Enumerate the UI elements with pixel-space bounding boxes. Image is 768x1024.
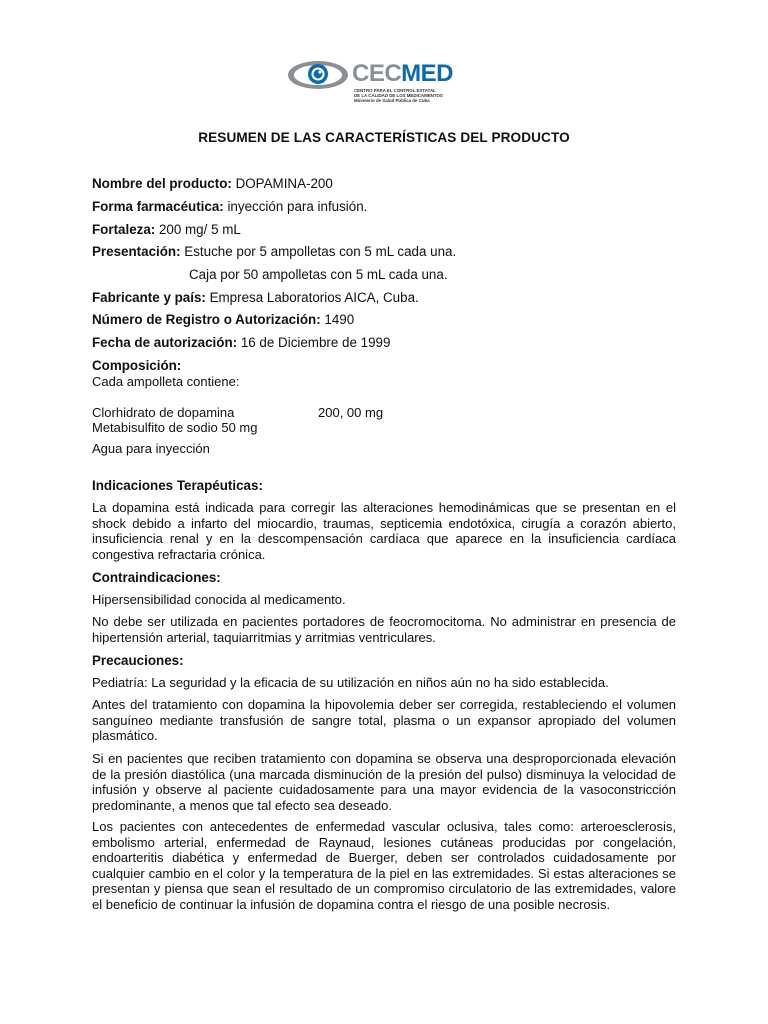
precautions-p2: Antes del tratamiento con dopamina la hipovolemia deber ser corregida, restableciendo el volumen sanguíneo mediante transfusión de sangre total, plasma o un expansor apropiado del volumen plasmático. bbox=[92, 697, 676, 743]
precautions-p3: Si en pacientes que reciben tratamiento con dopamina se observa una desproporcionada elevación de la presión diastólica (una marcada disminución de la presión del pulso) disminuya la velocidad de infusión y observe al paciente cuidadosamente para una mayor evidencia de la vasoconstricción predominante, a menos que tal efecto sea deseado. bbox=[92, 751, 676, 813]
composition-item-1-name: Clorhidrato de dopamina bbox=[92, 405, 235, 420]
composition-item-2: Metabisulfito de sodio 50 mg bbox=[92, 420, 258, 435]
logo-subtitle: CENTRO PARA EL CONTROL ESTATAL DE LA CALIDAD DE LOS MEDICAMENTOS Ministerio de Salud Pública de Cuba bbox=[354, 88, 443, 103]
page-title: RESUMEN DE LAS CARACTERÍSTICAS DEL PRODUCTO bbox=[198, 130, 570, 145]
logo-wordmark: CECMED bbox=[352, 60, 454, 87]
cecmed-logo bbox=[286, 58, 454, 104]
field-product-name: Nombre del producto: DOPAMINA-200 bbox=[92, 176, 333, 191]
composition-heading: Composición: bbox=[92, 358, 182, 373]
eye-logo-icon bbox=[286, 58, 350, 92]
contraindications-p2: No debe ser utilizada en pacientes portadores de feocromocitoma. No administrar en presencia de hipertensión arterial, taquiarritmias y arritmias ventriculares. bbox=[92, 614, 676, 645]
precautions-p1: Pediatría: La seguridad y la eficacia de su utilización en niños aún no ha sido establecida. bbox=[92, 675, 609, 690]
precautions-heading: Precauciones: bbox=[92, 653, 184, 668]
field-strength: Fortaleza: 200 mg/ 5 mL bbox=[92, 222, 241, 237]
field-presentation-line2: Caja por 50 ampolletas con 5 mL cada una. bbox=[189, 267, 448, 282]
field-manufacturer: Fabricante y país: Empresa Laboratorios AICA, Cuba. bbox=[92, 290, 419, 305]
composition-intro: Cada ampolleta contiene: bbox=[92, 374, 240, 389]
composition-item-1-amount: 200, 00 mg bbox=[318, 405, 384, 420]
field-pharma-form: Forma farmacéutica: inyección para infusión. bbox=[92, 199, 368, 214]
indications-text: La dopamina está indicada para corregir las alteraciones hemodinámicas que se presentan en el shock debido a infarto del miocardio, traumas, septicemia endotóxica, cirugía a corazón abierto, insuficiencia renal y en la descompensación cardíaca que aparece en la insuficiencia cardíaca congestiva refractaria crónica. bbox=[92, 500, 676, 562]
composition-item-3: Agua para inyección bbox=[92, 441, 210, 456]
field-presentation: Presentación: Estuche por 5 ampolletas con 5 mL cada una. bbox=[92, 244, 457, 259]
contraindications-heading: Contraindicaciones: bbox=[92, 570, 221, 585]
indications-heading: Indicaciones Terapéuticas: bbox=[92, 478, 263, 493]
field-registration: Número de Registro o Autorización: 1490 bbox=[92, 312, 355, 327]
precautions-p4: Los pacientes con antecedentes de enfermedad vascular oclusiva, tales como: arteroesclerosis, embolismo arterial, enfermedad de Raynaud, lesiones cutáneas producidas por congelación, endoarteritis diabética y enfermedad de Buerger, deben ser controlados cuidadosamente por cualquier cambio en el color y la temperatura de la piel en las extremidades. Si estas alteraciones se presentan y piensa que sean el resultado de un compromiso circulatorio de las extremidades, valore el beneficio de continuar la infusión de dopamina contra el riesgo de una posible necrosis. bbox=[92, 819, 676, 912]
contraindications-p1: Hipersensibilidad conocida al medicamento. bbox=[92, 592, 346, 607]
field-auth-date: Fecha de autorización: 16 de Diciembre de 1999 bbox=[92, 335, 391, 350]
